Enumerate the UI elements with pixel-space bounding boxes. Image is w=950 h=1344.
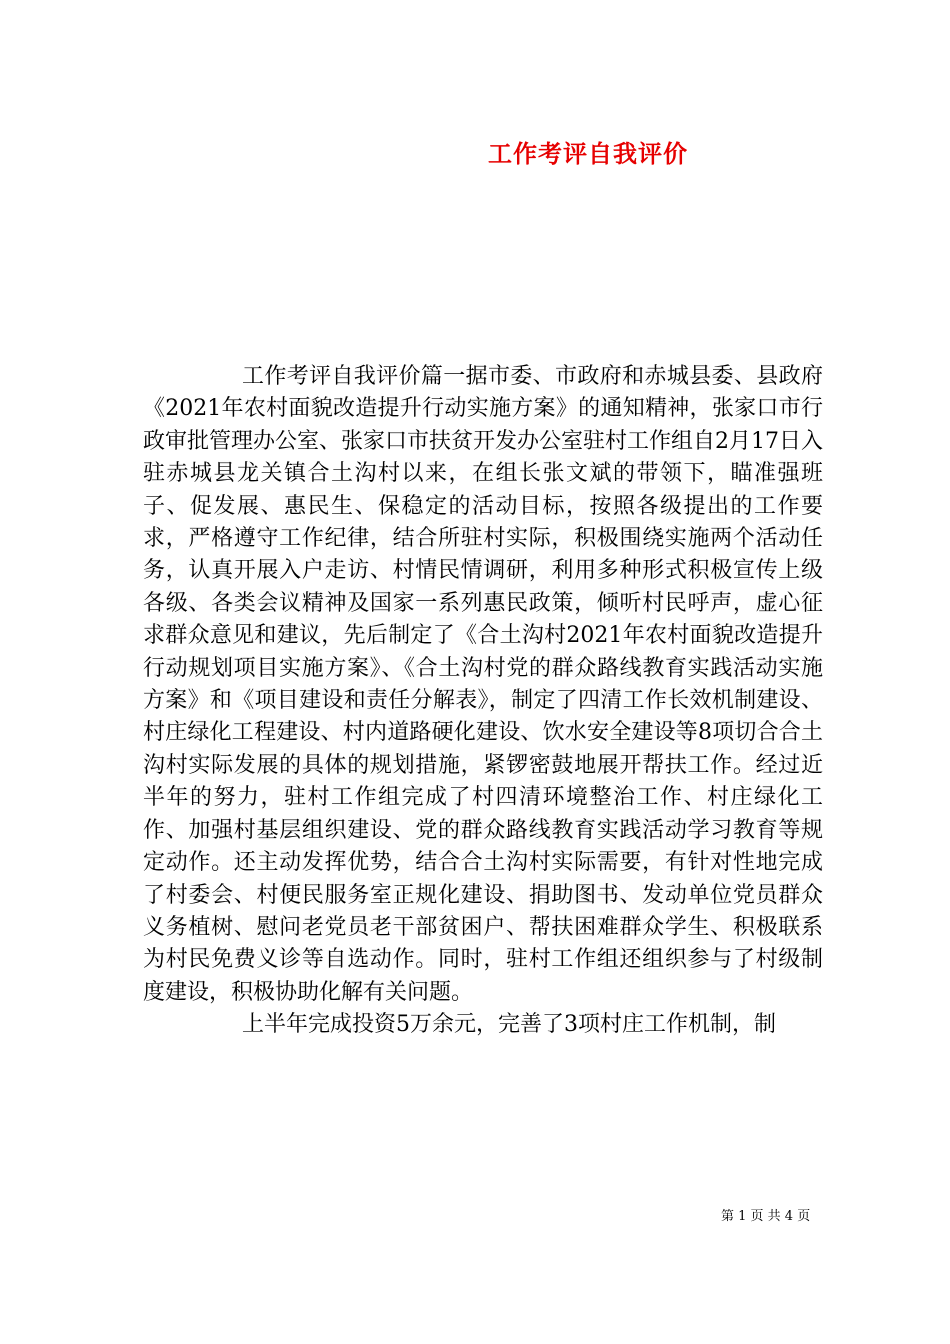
paragraph-2: 上半年完成投资5万余元，完善了3项村庄工作机制，制 bbox=[242, 1012, 776, 1038]
document-body bbox=[143, 361, 823, 1042]
paragraph-1: 工作考评自我评价篇一据市委、市政府和赤城县委、县政府《2021年农村面貌改造提升行动实施方案》的通知精神，张家口市行政审批管理办公室、张家口市扶贫开发办公室驻村工作组自2月17日入驻赤城县龙关镇合土沟村以来，在组长张文斌的带领下，瞄准强班子、促发展、惠民生、保稳定的活动目标，按照各级提出的工作要求，严格遵守工作纪律，结合所驻村实际，积极围绕实施两个活动任务，认真开展入户走访、村情民情调研，利用多种形式积极宣传上级各级、各类会议精神及国家一系列惠民政策，倾听村民呼声，虚心征求群众意见和建议，先后制定了《合土沟村2021年农村面貌改造提升行动规划项目实施方案》、《合土沟村党的群众路线教育实践活动实施方案》和《项目建设和责任分解表》，制定了四清工作长效机制建设、村庄绿化工程建设、村内道路硬化建设、饮水安全建设等8项切合合土沟村实际发展的具体的规划措施，紧锣密鼓地展开帮扶工作。经过近半年的努力，驻村工作组完成了村四清环境整治工作、村庄绿化工作、加强村基层组织建设、党的群众路线教育实践活动学习教育等规定动作。还主动发挥优势，结合合土沟村实际需要，有针对性地完成了村委会、村便民服务室正规化建设、捐助图书、发动单位党员群众义务植树、慰问老党员老干部贫困户、帮扶困难群众学生、积极联系为村民免费义诊等自选动作。同时，驻村工作组还组织参与了村级制度建设，积极协助化解有关问题。 bbox=[143, 364, 823, 1005]
document-title: 工作考评自我评价 bbox=[488, 139, 688, 168]
page-footer: 第 1 页 共 4 页 bbox=[721, 1209, 811, 1224]
